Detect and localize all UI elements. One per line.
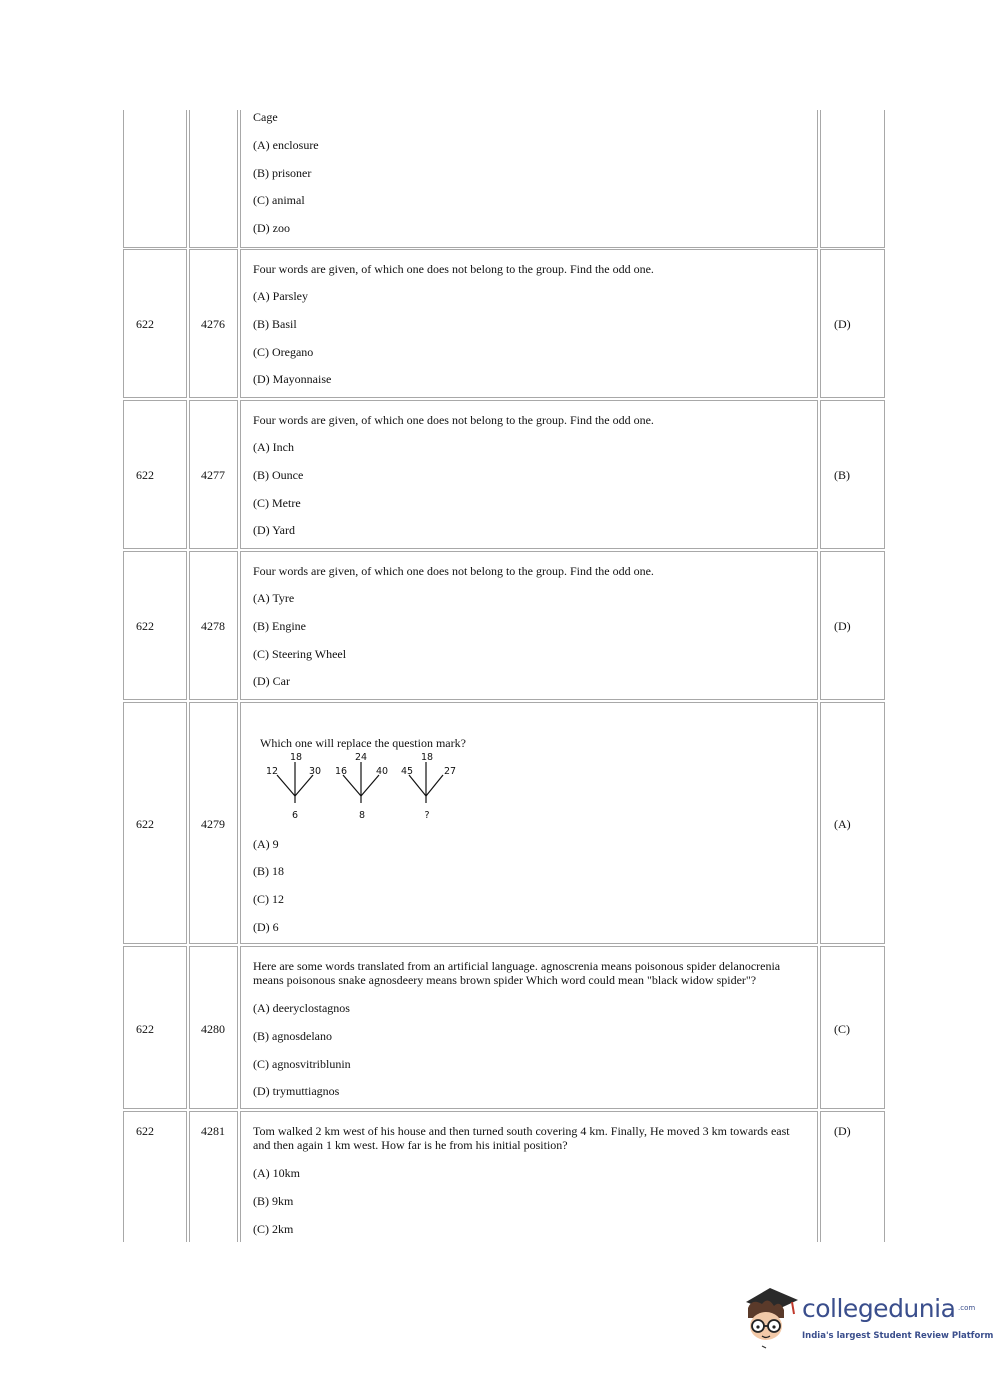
option-a: (A) enclosure [253,138,319,152]
question-text: Four words are given, of which one does not belong to the group. Find the odd one. [253,413,654,427]
option-b: (B) 9km [253,1194,294,1208]
tree-2-top: 24 [354,752,368,763]
option-a: (A) Parsley [253,289,308,303]
mascot-icon [740,1282,802,1354]
set-cell [123,249,187,398]
set-number: 622 [136,817,154,831]
qid-cell [189,946,238,1109]
question-id: 4276 [201,317,225,331]
option-c: (C) Steering Wheel [253,647,347,661]
question-id: 4279 [201,817,225,831]
answer-cell [820,702,885,944]
number-tree-figure [259,751,479,821]
option-b: (B) agnosdelano [253,1029,332,1043]
set-number: 622 [136,468,154,482]
option-b: (B) prisoner [253,166,312,180]
tree-2-bottom: 8 [358,810,366,821]
tree-1-left: 12 [265,766,279,777]
question-table [122,110,886,1242]
question-cell [240,400,818,549]
tree-2-right: 40 [375,766,389,777]
question-cell [240,702,818,944]
tree-1-bottom: 6 [291,810,299,821]
option-d: (D) Mayonnaise [253,372,332,386]
answer-cell [820,1111,885,1242]
set-cell [123,110,187,248]
option-a: (A) Inch [253,440,294,454]
table-row [122,249,886,398]
table-row [122,551,886,700]
tree-3-left: 45 [400,766,414,777]
option-b: (B) 18 [253,864,284,878]
question-text: Which one will replace the question mark? [260,736,466,750]
table-row [122,110,886,248]
answer-key: (D) [834,317,851,331]
option-c: (C) Oregano [253,345,314,359]
question-text: Here are some words translated from an artificial language. agnoscrenia means poisonous spider delanocrenia means poisonous snake agnosdeery means brown spider Which word could mean "black widow spider"? [253,959,781,987]
table-row [122,400,886,549]
tree-3-bottom: ? [424,810,430,821]
question-text: Four words are given, of which one does not belong to the group. Find the odd one. [253,262,654,276]
set-cell [123,400,187,549]
answer-cell [820,400,885,549]
set-number: 622 [136,619,154,633]
tree-1-top: 18 [289,752,303,763]
question-text: Cage [253,110,278,124]
answer-key: (C) [834,1022,850,1036]
answer-cell [820,110,885,248]
set-number: 622 [136,1022,154,1036]
qid-cell [189,110,238,248]
option-c: (C) 12 [253,892,284,906]
question-id: 4281 [201,1124,225,1138]
brand-suffix: .com [958,1304,976,1312]
question-text: Tom walked 2 km west of his house and then turned south covering 4 km. Finally, He moved 3 km towards east and then again 1 km west. How far is he from his initial position? [253,1124,790,1152]
tree-3-right: 27 [443,766,457,777]
answer-key: (D) [834,1124,851,1138]
tree-3-top: 18 [420,752,434,763]
set-cell [123,702,187,944]
set-number: 622 [136,317,154,331]
option-b: (B) Basil [253,317,297,331]
option-d: (D) 6 [253,920,279,934]
option-d: (D) zoo [253,221,290,235]
option-c: (C) agnosvitriblunin [253,1057,351,1071]
answer-key: (A) [834,817,851,831]
qid-cell [189,249,238,398]
option-b: (B) Engine [253,619,306,633]
answer-cell [820,249,885,398]
option-d: (D) Yard [253,523,295,537]
set-cell [123,551,187,700]
option-a: (A) Tyre [253,591,295,605]
question-id: 4280 [201,1022,225,1036]
question-cell [240,1111,818,1242]
qid-cell [189,702,238,944]
option-a: (A) 10km [253,1166,300,1180]
brand-name: collegedunia [802,1294,956,1323]
collegedunia-logo [740,1282,994,1352]
option-b: (B) Ounce [253,468,304,482]
table-row [122,1111,886,1242]
question-id: 4277 [201,468,225,482]
answer-key: (B) [834,468,850,482]
brand-tagline: India's largest Student Review Platform [802,1331,994,1341]
answer-cell [820,946,885,1109]
question-id: 4278 [201,619,225,633]
option-a: (A) deeryclostagnos [253,1001,350,1015]
answer-cell [820,551,885,700]
option-c: (C) 2km [253,1222,294,1236]
answer-key: (D) [834,619,851,633]
question-text: Four words are given, of which one does not belong to the group. Find the odd one. [253,564,654,578]
tree-1-right: 30 [308,766,322,777]
option-a: (A) 9 [253,837,279,851]
set-cell [123,946,187,1109]
option-c: (C) animal [253,193,305,207]
qid-cell [189,400,238,549]
question-cell [240,946,818,1109]
question-cell [240,249,818,398]
set-number: 622 [136,1124,154,1138]
option-c: (C) Metre [253,496,301,510]
question-cell [240,551,818,700]
set-cell [123,1111,187,1242]
table-row [122,946,886,1109]
qid-cell [189,551,238,700]
option-d: (D) trymuttiagnos [253,1084,340,1098]
tree-2-left: 16 [334,766,348,777]
option-d: (D) Car [253,674,290,688]
table-row [122,702,886,944]
question-cell [240,110,818,248]
qid-cell [189,1111,238,1242]
